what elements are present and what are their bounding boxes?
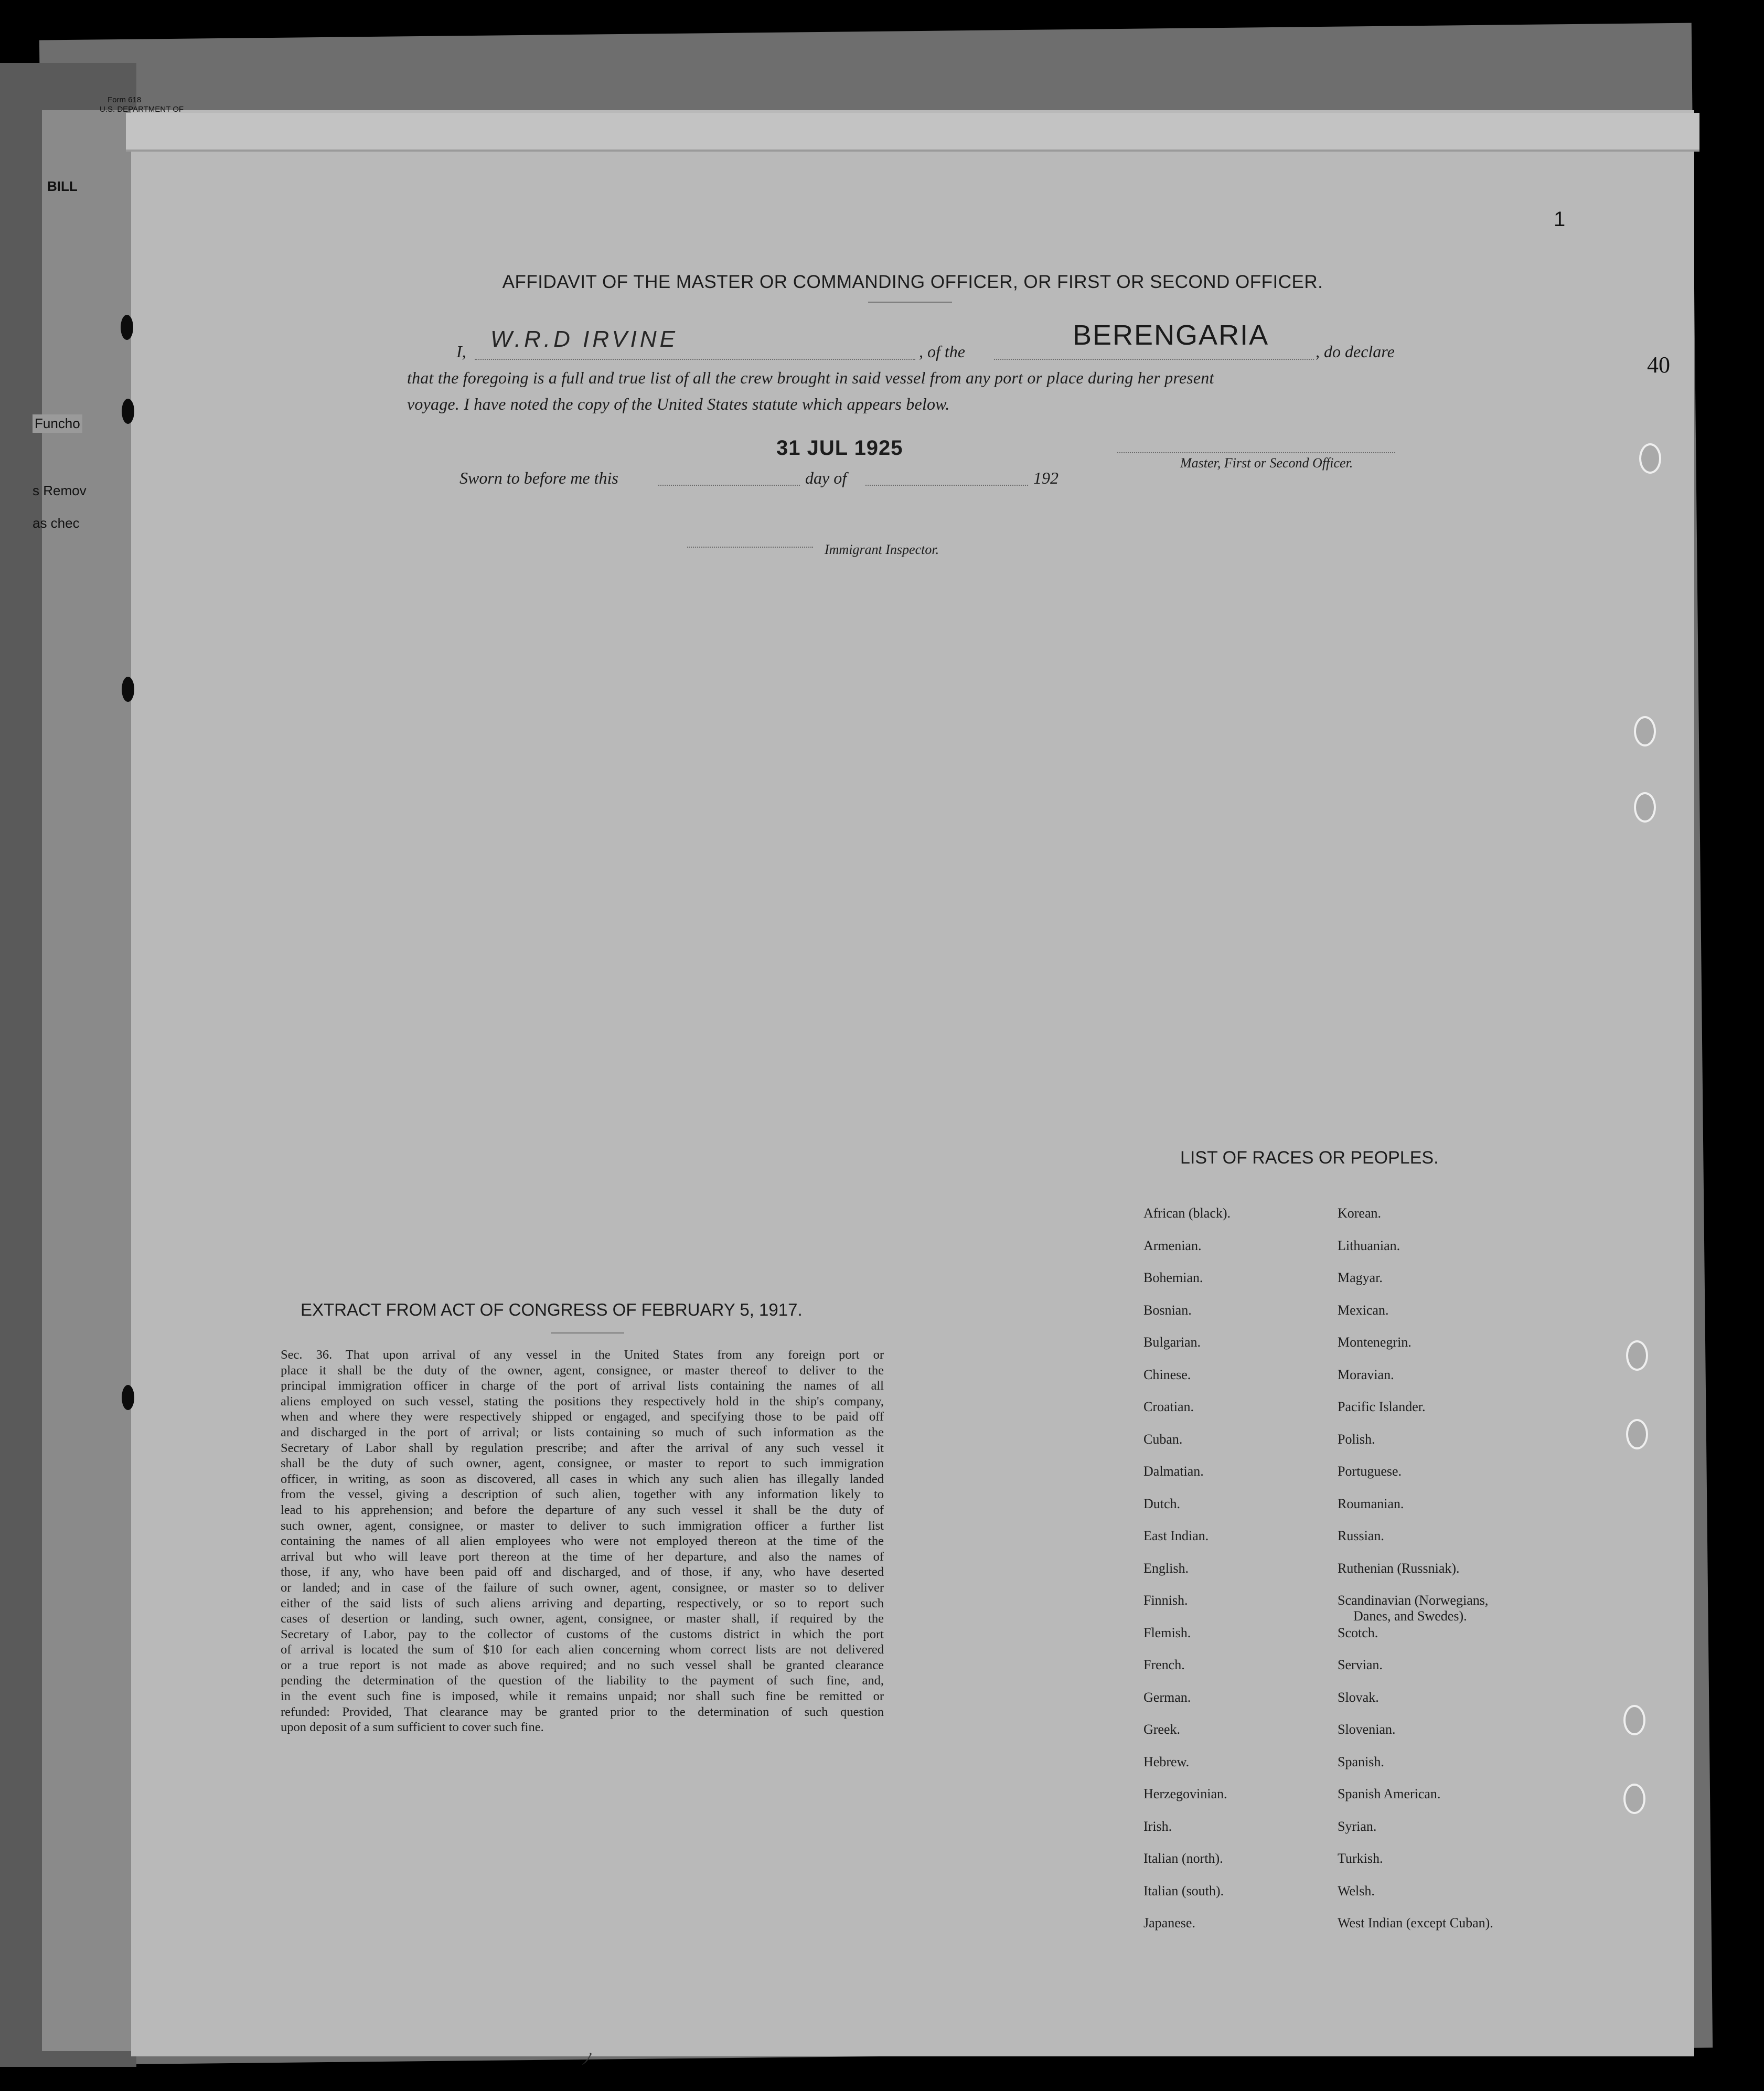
binding-hole (122, 677, 134, 702)
checked-fragment: as chec (33, 515, 80, 531)
officer-name: W.R.D IRVINE (490, 326, 679, 352)
race-item: Mexican. (1338, 1302, 1389, 1318)
race-item: East Indian. (1143, 1528, 1209, 1543)
race-item: African (black). (1143, 1205, 1231, 1221)
declare-label: , do declare (1316, 342, 1395, 361)
day-line (658, 478, 800, 486)
races-left-column (1143, 1205, 1343, 1940)
race-item: Bohemian. (1143, 1270, 1203, 1285)
extract-rule (551, 1332, 624, 1333)
extract-line: Secretary of Labor, pay to the collector of customs of the customs district in which the port (281, 1627, 884, 1641)
race-item: Flemish. (1143, 1625, 1191, 1640)
extract-line: lead to his apprehension; and before the departure of any such vessel it shall be the duty of (281, 1502, 884, 1517)
race-item: German. (1143, 1689, 1191, 1705)
punch-hole (1639, 443, 1661, 474)
race-item: Slovenian. (1338, 1722, 1396, 1737)
race-item: Spanish American. (1338, 1786, 1441, 1801)
of-the-label: , of the (919, 342, 965, 361)
extract-heading: EXTRACT FROM ACT OF CONGRESS OF FEBRUARY 5, 1917. (301, 1300, 803, 1319)
race-item: Korean. (1338, 1205, 1382, 1221)
funch-fragment: Funcho (33, 414, 82, 433)
race-item: Chinese. (1143, 1367, 1191, 1382)
month-line (865, 478, 1028, 486)
race-item: Scandinavian (Norwegians, (1338, 1593, 1489, 1608)
race-item: Bosnian. (1143, 1302, 1192, 1318)
extract-line: pending the determination of the question of the liability to the payment of such fine, and, (281, 1673, 884, 1688)
page-number-fragment: 40 (1647, 352, 1670, 378)
binding-hole (121, 315, 133, 340)
bill-fragment: BILL (47, 178, 78, 194)
race-item: Polish. (1338, 1431, 1375, 1447)
extract-line: cases of desertion or landing, such owner, agent, consignee, or master shall, if required by the (281, 1612, 884, 1626)
extract-line: arrival but who will leave port thereon at the time of her departure, and also the names of (281, 1549, 884, 1564)
race-item: Japanese. (1143, 1915, 1195, 1930)
punch-hole (1623, 1705, 1645, 1735)
extract-line: such owner, agent, consignee, or master to deliver to such immigration officer a further list (281, 1518, 884, 1533)
extract-line: Secretary of Labor shall by regulation prescribe; and after the arrival of any such vessel it (281, 1441, 884, 1455)
race-item: Syrian. (1338, 1818, 1377, 1834)
punch-hole (1626, 1340, 1648, 1371)
race-item: Dalmatian. (1143, 1464, 1204, 1479)
corner-mark: 1 (1554, 208, 1566, 231)
race-item-continuation: Danes, and Swedes). (1353, 1608, 1467, 1624)
race-item: Spanish. (1338, 1754, 1384, 1769)
race-item: Hebrew. (1143, 1754, 1190, 1769)
extract-line: or a true report is not made as above required; and no such vessel shall be granted clearance (281, 1658, 884, 1672)
dept-label-fragment: U.S. DEPARTMENT OF (100, 105, 184, 114)
races-right-column (1338, 1205, 1568, 1940)
race-item: Italian (north). (1143, 1851, 1223, 1866)
year-prefix: 192 (1033, 468, 1059, 487)
race-item: Bulgarian. (1143, 1335, 1201, 1350)
vessel-name-stamp: BERENGARIA (1073, 319, 1269, 351)
extract-line: place it shall be the duty of the owner, agent, consignee, or master thereof to deliver to the (281, 1363, 884, 1378)
race-item: Croatian. (1143, 1399, 1194, 1414)
races-heading: LIST OF RACES OR PEOPLES. (1180, 1148, 1439, 1168)
punch-hole (1623, 1784, 1645, 1814)
signature-line (1117, 446, 1395, 453)
binding-hole (122, 1385, 134, 1410)
race-item: Lithuanian. (1338, 1237, 1400, 1253)
race-item: Magyar. (1338, 1270, 1383, 1285)
extract-line: or landed; and in case of the failure of such owner, agent, consignee, or master so to deliver (281, 1580, 884, 1595)
extract-line: from the vessel, giving a description of such alien, together with any information likely to (281, 1487, 884, 1502)
race-item: West Indian (except Cuban). (1338, 1915, 1493, 1930)
race-item: Roumanian. (1338, 1496, 1404, 1511)
page-top-edge (126, 113, 1699, 152)
race-item: Cuban. (1143, 1431, 1183, 1447)
binding-hole (122, 399, 134, 424)
affidavit-line-2: that the foregoing is a full and true list of all the crew brought in said vessel from any port or place during her present (407, 368, 1214, 387)
master-label: Master, First or Second Officer. (1180, 455, 1353, 471)
race-item: Herzegovinian. (1143, 1786, 1227, 1801)
extract-line: and discharged in the port of arrival; or lists containing so much of such information as the (281, 1425, 884, 1439)
extract-line: either of the said lists of such aliens arriving and departing, respectively, or so to report such (281, 1596, 884, 1610)
inspector-label: Immigrant Inspector. (825, 542, 939, 557)
extract-line: shall be the duty of such owner, agent, consignee, or master to report to such immigration (281, 1456, 884, 1471)
extract-line: in the event such fine is imposed, while it remains unpaid; nor shall such fine be remitted or (281, 1689, 884, 1704)
heading-rule (868, 302, 952, 303)
extract-line: officer, in writing, as soon as discovered, all cases in which any such alien has illegally landed (281, 1471, 884, 1486)
race-item: Armenian. (1143, 1237, 1202, 1253)
extract-line: Sec. 36. That upon arrival of any vessel in the United States from any foreign port or (281, 1348, 884, 1362)
race-item: Scotch. (1338, 1625, 1378, 1640)
affidavit-line-3: voyage. I have noted the copy of the United States statute which appears below. (407, 394, 950, 413)
day-of-label: day of (805, 468, 847, 487)
affidavit-heading: AFFIDAVIT OF THE MASTER OR COMMANDING OFFICER, OR FIRST OR SECOND OFFICER. (502, 272, 1323, 292)
race-item: Welsh. (1338, 1883, 1375, 1898)
race-item: Turkish. (1338, 1851, 1383, 1866)
name-line (475, 353, 915, 360)
vessel-line (994, 353, 1314, 360)
race-item: Slovak. (1338, 1689, 1379, 1705)
race-item: Ruthenian (Russniak). (1338, 1560, 1460, 1576)
race-item: Italian (south). (1143, 1883, 1224, 1898)
extract-line: aliens employed on such vessel, stating the positions they respectively hold in the ship's company, (281, 1394, 884, 1409)
race-item: French. (1143, 1657, 1185, 1672)
form-label-fragment: Form 618 (108, 95, 142, 104)
race-item: Pacific Islander. (1338, 1399, 1426, 1414)
extract-line: principal immigration officer in charge of the port of arrival lists containing the names of all (281, 1379, 884, 1393)
affidavit-pronoun: I, (456, 342, 466, 361)
extract-line: those, if any, who have been paid off and discharged, and of those, if any, who have deserted (281, 1565, 884, 1580)
sworn-label: Sworn to before me this (459, 468, 618, 487)
inspector-line (687, 540, 813, 548)
punch-hole (1634, 716, 1656, 746)
punch-hole (1634, 792, 1656, 823)
date-stamp: 31 JUL 1925 (776, 436, 903, 460)
extract-line: refunded: Provided, That clearance may be granted prior to the determination of such question (281, 1704, 884, 1719)
extract-line: upon deposit of a sum sufficient to cover such fine. (281, 1720, 544, 1735)
race-item: Finnish. (1143, 1593, 1188, 1608)
bottom-handwriting-fragment: ﾉ (582, 2051, 590, 2068)
race-item: Russian. (1338, 1528, 1384, 1543)
extract-line: containing the names of all alien employees who were not employed thereon at the time of the (281, 1534, 884, 1549)
race-item: Moravian. (1338, 1367, 1394, 1382)
race-item: English. (1143, 1560, 1189, 1576)
punch-hole (1626, 1419, 1648, 1449)
race-item: Servian. (1338, 1657, 1383, 1672)
race-item: Montenegrin. (1338, 1335, 1412, 1350)
removed-fragment: s Remov (33, 483, 87, 498)
extract-line: of arrival is located the sum of $10 for each alien concerning whom correct lists are not delivered (281, 1642, 884, 1657)
race-item: Portuguese. (1338, 1464, 1402, 1479)
race-item: Greek. (1143, 1722, 1181, 1737)
race-item: Dutch. (1143, 1496, 1181, 1511)
extract-line: when and where they were respectively shipped or engaged, and specifying those to be paid off (281, 1410, 884, 1424)
race-item: Irish. (1143, 1818, 1172, 1834)
extract-body (281, 1347, 884, 1735)
